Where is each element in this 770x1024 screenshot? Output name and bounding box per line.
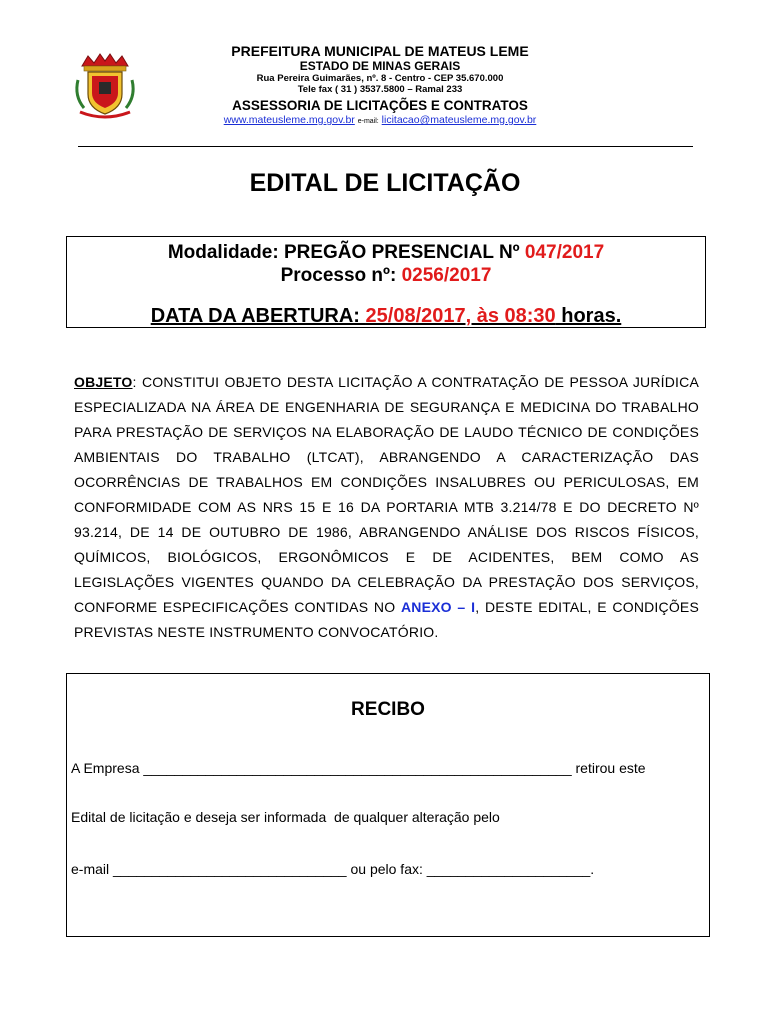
abertura-line: [67, 304, 705, 328]
department-name: ASSESSORIA DE LICITAÇÕES E CONTRATOS: [232, 98, 528, 113]
recibo-notice-line: Edital de licitação e deseja ser informada de qualquer alteração pelo: [71, 809, 500, 825]
phone: Tele fax ( 31 ) 3537.5800 – Ramal 233: [297, 84, 463, 95]
email-label: e-mail:: [357, 118, 379, 125]
coat-of-arms-logo: [70, 50, 140, 120]
objeto-text-end: , DESTE EDITAL, E CONDIÇÕES PREVISTAS NESTE INSTRUMENTO CONVOCATÓRIO.: [74, 599, 699, 640]
processo-line: [67, 265, 705, 287]
modalidade-number: 047/2017: [524, 242, 605, 263]
recibo-box: [66, 673, 710, 937]
website-link[interactable]: www.mateusleme.mg.gov.br: [223, 114, 355, 126]
contact-line: [190, 114, 570, 128]
abertura-suffix: horas.: [555, 305, 622, 327]
objeto-paragraph: [74, 370, 699, 645]
letterhead: [0, 40, 770, 140]
email-link[interactable]: licitacao@mateusleme.mg.gov.br: [381, 114, 537, 126]
recibo-company-line[interactable]: A Empresa _______________________________________________________ retirou este: [71, 760, 646, 776]
recibo-title: RECIBO: [351, 699, 425, 720]
objeto-label: OBJETO: [74, 374, 133, 390]
abertura-label: DATA DA ABERTURA:: [150, 305, 366, 327]
modalidade-label: Modalidade: PREGÃO PRESENCIAL Nº: [167, 242, 525, 263]
modalidade-line: [67, 242, 705, 264]
recibo-contact-line[interactable]: e-mail ______________________________ ou pelo fax: _____________________.: [71, 861, 595, 877]
municipality-name: PREFEITURA MUNICIPAL DE MATEUS LEME: [231, 43, 529, 59]
processo-label: Processo nº:: [280, 265, 402, 286]
header-divider: [78, 146, 693, 147]
modalidade-box: [66, 236, 706, 328]
address: Rua Pereira Guimarães, nº. 8 - Centro - CEP 35.670.000: [256, 73, 504, 84]
document-title: EDITAL DE LICITAÇÃO: [249, 169, 521, 197]
objeto-text: : CONSTITUI OBJETO DESTA LICITAÇÃO A CONTRATAÇÃO DE PESSOA JURÍDICA ESPECIALIZADA NA ÁREA DE ENGENHARIA DE SEGURANÇA E MEDICINA DO TRABALHO PARA PRESTAÇÃO DE SERVIÇOS NA ELABORAÇÃO DE LAUDO TÉCNICO DE CONDIÇÕES AMBIENTAIS DO TRABALHO (LTCAT), ABRANGENDO A CARACTERIZAÇÃO DAS OCORRÊNCIAS DE TRABALHOS EM CONDIÇÕES INSALUBRES OU PERICULOSAS, EM CONFORMIDADE COM AS NRS 15 E 16 DA PORTARIA MTB 3.214/78 E DO DECRETO Nº 93.214, DE 14 DE OUTUBRO DE 1986, ABRANGENDO ANÁLISE DOS RISCOS FÍSICOS, QUÍMICOS, BIOLÓGICOS, ERGONÔMICOS E DE ACIDENTES, BEM COMO AS LEGISLAÇÕES VIGENTES QUANDO DA CELEBRAÇÃO DA PRESTAÇÃO DOS SERVIÇOS, CONFORME ESPECIFICAÇÕES CONTIDAS NO: [74, 374, 699, 615]
abertura-date: 25/08/2017, às 08:30: [365, 305, 556, 327]
processo-number: 0256/2017: [401, 265, 492, 286]
state-name: ESTADO DE MINAS GERAIS: [299, 59, 461, 73]
anexo-reference: ANEXO – I: [400, 599, 476, 615]
